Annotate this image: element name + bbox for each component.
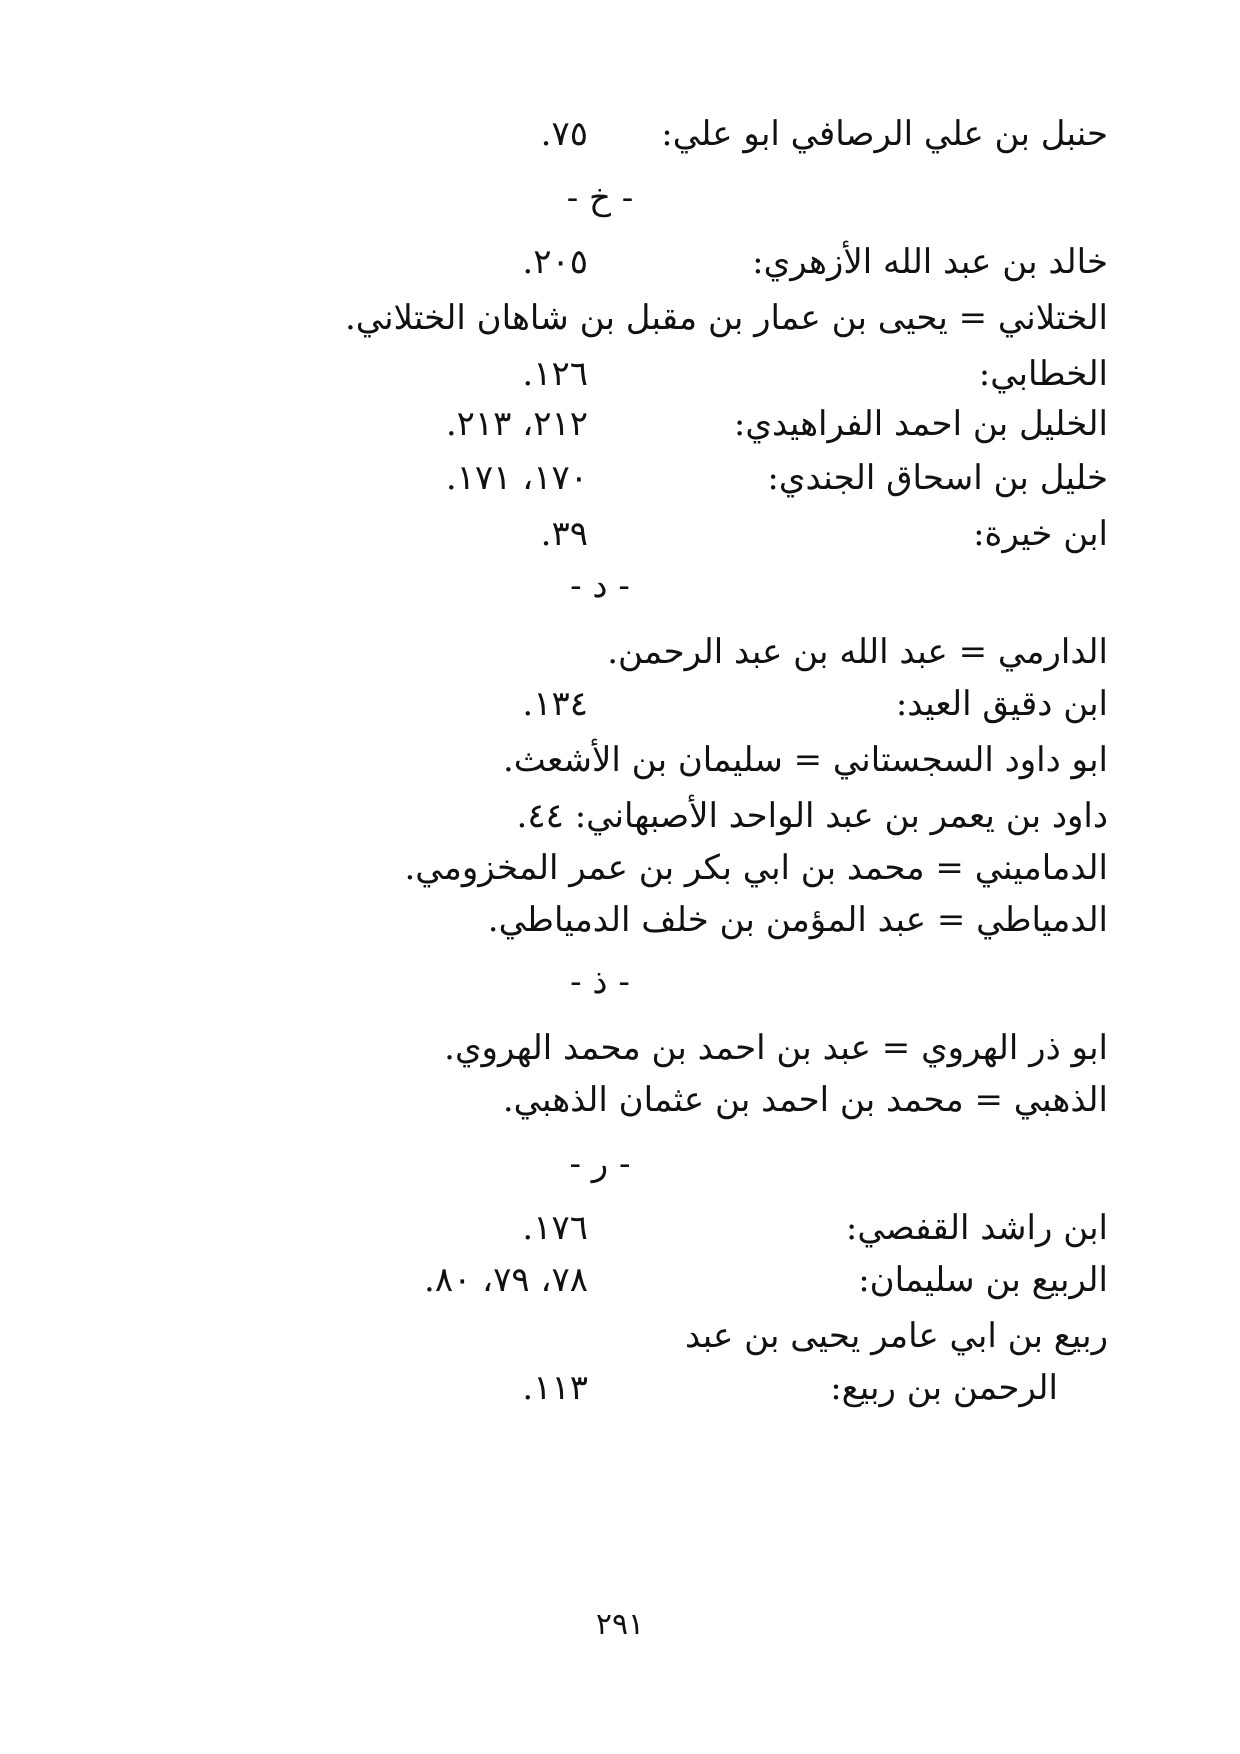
index-entry <box>248 506 1108 562</box>
entry-cross-reference: الدمياطي = عبد المؤمن بن خلف الدمياطي. <box>487 900 1108 940</box>
index-entry <box>248 732 1108 788</box>
entry-cross-reference: الختلاني = يحيى بن عمار بن مقبل بن شاهان الختلاني. <box>344 298 1108 338</box>
index-entry <box>248 788 1108 844</box>
entry-cross-reference: الدارمي = عبد الله بن عبد الرحمن. <box>607 632 1108 672</box>
entry-name: ابن راشد القفصي: <box>845 1208 1108 1248</box>
index-entry <box>248 892 1108 948</box>
entry-pages: ١٧٦. <box>522 1208 588 1248</box>
index-entry <box>248 1252 1108 1308</box>
entry-name: حنبل بن علي الرصافي ابو علي: <box>661 114 1108 154</box>
entry-pages: ١٣٤. <box>522 684 588 724</box>
section-letter: - د - <box>570 566 630 606</box>
entry-name-continuation: الرحمن بن ربيع: <box>830 1368 1058 1408</box>
entry-pages: ٢٠٥. <box>522 242 588 282</box>
entry-cross-reference: الذهبي = محمد بن احمد بن عثمان الذهبي. <box>502 1080 1108 1120</box>
section-letter: - خ - <box>566 178 634 218</box>
index-entry <box>248 450 1108 506</box>
entry-name: الخطابي: <box>978 354 1108 394</box>
index-entry <box>248 1308 1108 1364</box>
section-heading <box>0 1136 1240 1192</box>
entry-cross-reference: الدماميني = محمد بن ابي بكر بن عمر المخزومي. <box>404 848 1108 888</box>
entry-name: الربيع بن سليمان: <box>858 1260 1108 1300</box>
entry-cross-reference: ابو داود السجستاني = سليمان بن الأشعث. <box>502 740 1108 780</box>
entry-name-first-line: ربيع بن ابي عامر يحيى بن عبد <box>684 1316 1108 1356</box>
page-number: ٢٩١ <box>595 1607 645 1642</box>
section-heading <box>0 954 1240 1010</box>
section-letter: - ر - <box>569 1144 631 1184</box>
index-entry <box>248 624 1108 680</box>
entry-name: ابن دقيق العيد: <box>895 684 1108 724</box>
entry-name: الخليل بن احمد الفراهيدي: <box>733 404 1108 444</box>
index-entry <box>248 106 1108 162</box>
entry-cross-reference: ابو ذر الهروي = عبد بن احمد بن محمد الهروي. <box>444 1028 1108 1068</box>
section-heading <box>0 170 1240 226</box>
entry-name-with-page: داود بن يعمر بن عبد الواحد الأصبهاني: ٤٤. <box>516 796 1108 836</box>
index-entry <box>248 1020 1108 1076</box>
entry-pages: ١٢٦. <box>522 354 588 394</box>
index-entry <box>248 676 1108 732</box>
entry-pages: ١٧٠، ١٧١. <box>445 458 588 498</box>
index-entry <box>248 396 1108 452</box>
entry-name: خالد بن عبد الله الأزهري: <box>752 242 1108 282</box>
index-entry <box>248 1200 1108 1256</box>
entry-pages: ٢١٢، ٢١٣. <box>445 404 588 444</box>
entry-name: خليل بن اسحاق الجندي: <box>767 458 1108 498</box>
index-entry <box>248 290 1108 346</box>
section-heading <box>0 558 1240 614</box>
index-entry <box>248 1360 1108 1416</box>
index-entry <box>248 840 1108 896</box>
entry-pages: ٧٥. <box>540 114 588 154</box>
entry-name: ابن خيرة: <box>973 514 1108 554</box>
section-letter: - ذ - <box>570 962 630 1002</box>
index-entry <box>248 1072 1108 1128</box>
entry-pages: ٧٨، ٧٩، ٨٠. <box>424 1260 588 1300</box>
entry-pages: ٣٩. <box>540 514 588 554</box>
index-entry <box>248 234 1108 290</box>
index-entry <box>248 346 1108 402</box>
entry-pages: ١١٣. <box>522 1368 588 1408</box>
